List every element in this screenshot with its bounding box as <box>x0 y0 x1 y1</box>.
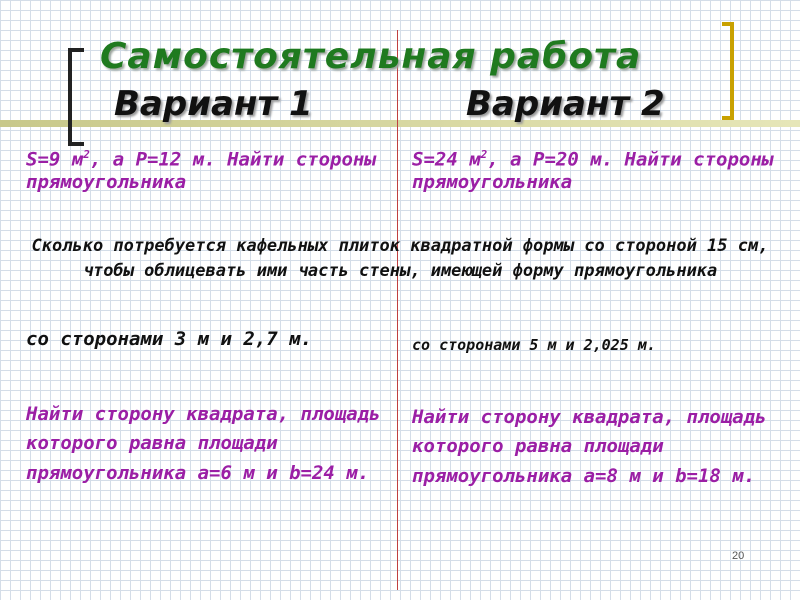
task1-v1-part1: S=9 м <box>26 148 84 171</box>
left-bracket-decoration <box>68 48 84 146</box>
task2-common-text: Сколько потребуется кафельных плиток квадратной формы со стороной 15 см, чтобы облицевать ими часть стены, имеющей форму прямоугольника <box>31 236 769 281</box>
task1-variant1 <box>26 148 396 194</box>
task1-v1-part2: , а Р=12 м. Найти стороны прямоугольника <box>26 148 376 194</box>
slide-title: Самостоятельная работа <box>100 36 642 77</box>
task1-v2-part2: , а Р=20 м. Найти стороны прямоугольника <box>412 148 774 194</box>
task3-variant2: Найти сторону квадрата, площадь которого равна площади прямоугольника а=8 м и b=18 м. <box>412 406 767 487</box>
variant-2-heading: Вариант 2 <box>466 84 665 124</box>
task1-v2-sup: 2 <box>480 148 488 161</box>
task1-v1-sup: 2 <box>83 148 90 161</box>
variant-1-heading: Вариант 1 <box>114 84 313 124</box>
task1-variant2 <box>412 148 792 194</box>
task2-variant1: со сторонами 3 м и 2,7 м. <box>26 328 312 350</box>
task1-v2-part1: S=24 м <box>412 148 481 171</box>
task3-variant1: Найти сторону квадрата, площадь которого равна площади прямоугольника а=6 м и b=24 м. <box>26 403 381 484</box>
column-divider <box>397 30 398 590</box>
task2-variant2: со сторонами 5 м и 2,025 м. <box>412 336 656 354</box>
page-number: 20 <box>732 550 745 562</box>
